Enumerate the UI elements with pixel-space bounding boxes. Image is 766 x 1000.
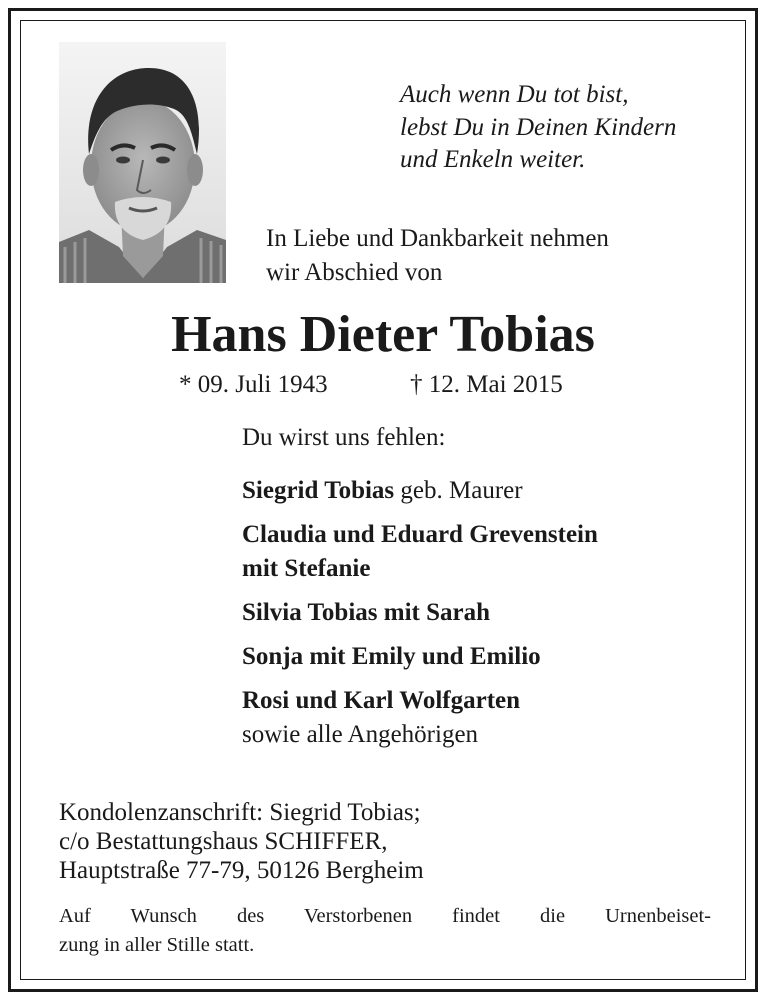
- mourners-list: [242, 474, 742, 752]
- mourners-heading: Du wirst uns fehlen:: [242, 424, 446, 451]
- quote-line: lebst Du in Deinen Kindern: [400, 113, 677, 141]
- mourner-entry: [242, 474, 742, 508]
- quote-line: und Enkeln weiter.: [400, 146, 586, 173]
- mourners-closing: sowie alle Angehörigen: [242, 721, 479, 748]
- mourner-entry: Claudia und Eduard Grevenstein: [242, 521, 598, 548]
- address-line: Kondolenzanschrift: Siegrid Tobias;: [59, 799, 421, 826]
- burial-notice: [59, 902, 711, 960]
- portrait-image: [59, 42, 226, 283]
- address-line: Hauptstraße 77-79, 50126 Bergheim: [59, 857, 424, 884]
- mourner-name: Siegrid Tobias: [242, 477, 395, 504]
- intro-line: wir Abschied von: [266, 259, 443, 286]
- memorial-quote: [400, 79, 730, 177]
- notice-line: Auf Wunsch des Verstorbenen findet die Urnenbeiset-: [59, 905, 711, 927]
- mourner-note: geb. Maurer: [394, 477, 523, 504]
- address-line: c/o Bestattungshaus SCHIFFER,: [59, 828, 388, 855]
- death-date: † 12. Mai 2015: [410, 371, 563, 398]
- mourner-entry: mit Stefanie: [242, 555, 371, 582]
- notice-line: zung in aller Stille statt.: [59, 934, 255, 956]
- quote-line: Auch wenn Du tot bist,: [400, 81, 629, 108]
- portrait-photo: [59, 42, 226, 283]
- mourner-entry: Silvia Tobias mit Sarah: [242, 599, 490, 626]
- mourner-entry: Sonja mit Emily und Emilio: [242, 643, 541, 670]
- birth-date: * 09. Juli 1943: [179, 371, 328, 398]
- intro-line: In Liebe und Dankbarkeit nehmen: [266, 225, 609, 252]
- intro-text: [266, 222, 736, 290]
- mourner-entry: Rosi und Karl Wolfgarten: [242, 687, 521, 714]
- deceased-name: Hans Dieter Tobias: [171, 306, 595, 363]
- condolence-address: [59, 798, 719, 885]
